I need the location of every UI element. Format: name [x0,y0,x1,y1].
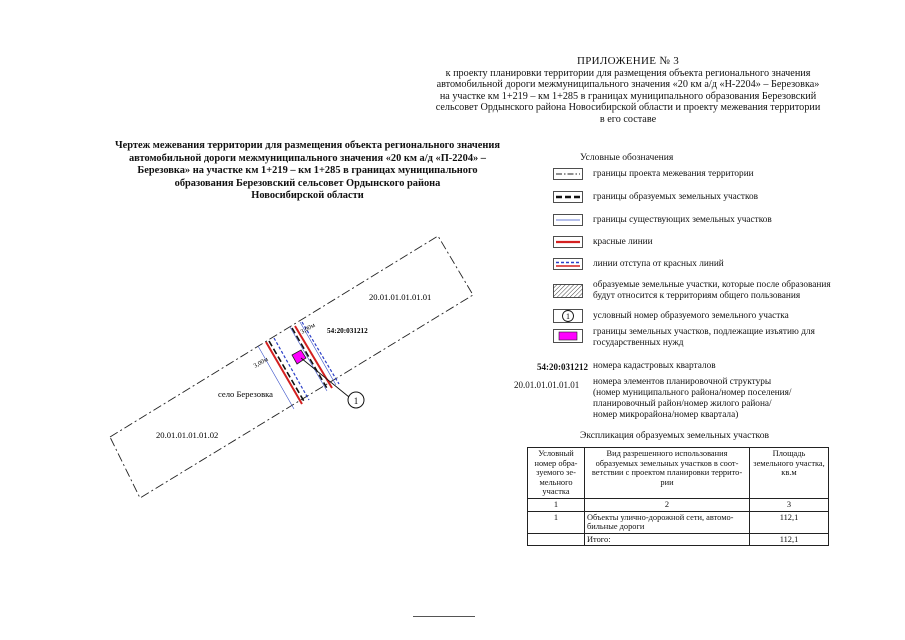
legend-item-label: границы существующих земельных участков [593,215,772,225]
legend-cadastral-text: номера кадастровых кварталов [593,361,716,371]
table-header-row [528,448,829,499]
existing-parcel-line [258,346,294,409]
header-line: к проекту планировки территории для размещения объекта регионального значения [445,67,811,79]
legend-cadastral-code: 54:20:031212 [537,362,588,372]
row-area-cell: 112,1 [750,511,829,533]
header-cell: Площадь земельного участка, кв.м [750,448,829,499]
legend-item-label: образуемые земельные участки, которые после образования будут относится к территориям общего пользования [593,280,831,301]
formed-parcel-line [269,341,305,403]
title-line: автомобильной дороги межмуниципального значения «20 км а/д «П-2204» – [128,152,487,164]
circled-number-icon [553,309,583,323]
colnum-cell: 1 [528,498,585,511]
legend-title: Условные обозначения [580,152,674,163]
blue-dashed-red-line-icon [553,258,583,270]
row-use-cell: Объекты улично-дорожной сети, автомо-бильные дороги [585,511,750,533]
header-line: в его составе [599,113,657,125]
thick-dash-line-icon [553,191,583,203]
legend-plan-code: 20.01.01.01.01.01 [514,380,580,390]
table-colnum-row [528,498,829,511]
title-line: Березовка» на участке км 1+219 – км 1+285 в границах муниципального [137,165,478,177]
legend-item-label: границы земельных участков, подлежащие изъятию для государственных нужд [593,327,815,348]
total-empty-cell [528,533,585,546]
legend-item-label: условный номер образуемого земельного участка [593,311,789,321]
total-label-cell: Итого: [585,533,750,546]
dimension-label: 3,00м [299,321,317,336]
footer-divider [413,616,475,617]
thin-blue-line-icon [553,214,583,226]
explication-table [527,447,829,546]
table-row [528,511,829,533]
circled-number-symbol: 1 [566,312,570,321]
seized-parcel [292,350,306,364]
planning-element-label: 20.01.01.01.01.01 [369,292,432,302]
appendix-number: ПРИЛОЖЕНИЕ № 3 [576,55,679,67]
planning-element-label: 20.01.01.01.01.02 [156,430,219,440]
title-line: образования Березовский сельсовет Ордынского района [174,177,441,189]
legend-item-label: красные линии [593,237,653,247]
legend-item-label: линии отступа от красных линий [593,259,724,269]
magenta-box-icon [553,329,583,343]
dash-dot-line-icon [553,168,583,180]
legend-item-label: границы проекта межевания территории [593,169,754,179]
header-cell: Условный номер обра-зуемого зе-мельного участка [528,448,585,499]
table-total-row [528,533,829,546]
title-line: Новосибирской области [251,190,364,202]
legend-plan-text: номера элементов планировочной структуры (номер муниципального района/номер поселения/ планировочный район/номер жилого района/ номер микрорайона/номер квартала) [593,377,792,420]
header-cell: Вид разрешенного использования образуемых земельных участков в соот-ветствии с проектом планировки террито-рии [585,448,750,499]
header-line: сельсовет Ордынского района Новосибирской области и проекту межевания территории [435,102,821,114]
village-label: село Березовка [218,389,273,399]
dimension-label: 3,00м [252,355,270,370]
header-line: на участке км 1+219 – км 1+285 в границах муниципального образования Березовский [439,90,817,102]
header-line: автомобильной дороги межмуниципального значения «20 км а/д «Н-2204» – Березовка» [436,79,820,91]
cadastral-quarter-label: 54:20:031212 [327,327,368,335]
row-num-cell: 1 [528,511,585,533]
legend-item-label: границы образуемых земельных участков [593,192,759,202]
colnum-cell: 2 [585,498,750,511]
total-area-cell: 112,1 [750,533,829,546]
leader-line [301,358,349,397]
colnum-cell: 3 [750,498,829,511]
red-line-icon [553,236,583,248]
hatched-box-icon [553,284,583,298]
title-line: Чертеж межевания территории для размещения объекта регионального значения [115,140,500,151]
project-boundary [110,236,473,498]
explication-title: Экспликация образуемых земельных участков [580,430,770,441]
parcel-number: 1 [353,396,359,406]
